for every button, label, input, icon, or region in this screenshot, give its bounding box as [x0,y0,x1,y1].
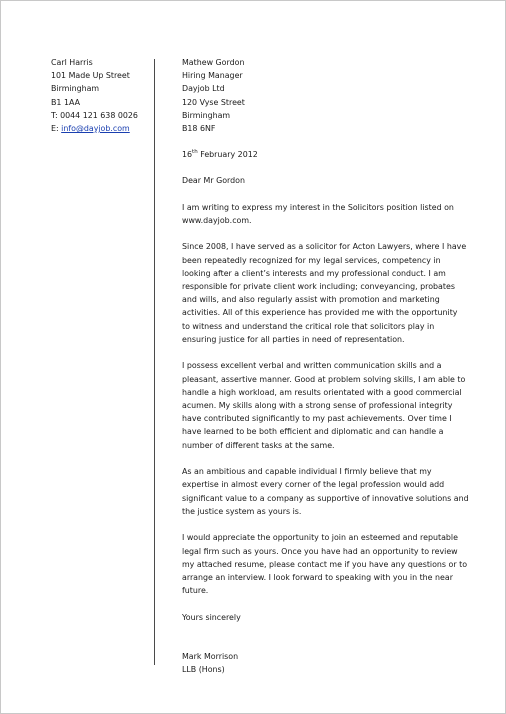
signature-block [182,650,462,676]
paragraph-line: I possess excellent verbal and written communication skills and a [182,361,442,371]
date-suffix: th [192,148,198,155]
recipient-name: Mathew Gordon [182,58,245,67]
recipient-title: Hiring Manager [182,71,243,81]
paragraph-line: handle a high workload, am results orientated with a good commercial [182,387,462,397]
sender-email-prefix: E: [51,124,62,134]
date-rest: February 2012 [197,150,258,160]
paragraph-line: Since 2008, I have served as a solicitor for Acton Lawyers, where I have [182,242,467,252]
recipient-address-block [182,56,462,135]
paragraph-line: the justice system as yours is. [182,506,302,516]
body-paragraph [182,531,468,597]
date-day: 16 [182,150,193,160]
paragraph-line: expertise in almost every corner of the legal profession would add [182,480,445,490]
sender-phone: T: 0044 121 638 0026 [51,110,138,120]
recipient-city: Birmingham [182,110,231,120]
paragraph-line: looking after a client’s interests and my professional conduct. I am [182,268,446,278]
paragraph-line: been repeatedly recognized for my legal services, competency in [182,255,441,265]
paragraph-line: have learned to be both efficient and diplomatic and can handle a [182,427,444,437]
paragraph-line: arrange an interview. I look forward to speaking with you in the near [182,573,453,583]
sender-name: Carl Harris [51,58,93,67]
paragraph-line: I would appreciate the opportunity to join an esteemed and reputable [182,533,458,543]
body-paragraph [182,201,462,227]
paragraph-line: legal firm such as yours. Once you have had an opportunity to review [182,546,458,556]
paragraph-line: pleasant, assertive manner. Good at problem solving skills, I am able to [182,374,466,384]
letter-date [182,148,462,161]
sender-street: 101 Made Up Street [51,71,130,81]
paragraph-line: my attached resume, please contact me if you have any questions or to [182,559,468,569]
paragraph-line: have contributed significantly to my past achievements. Over time I [182,414,452,424]
body-paragraph [182,465,469,518]
paragraph-line: future. [182,586,209,596]
body-paragraph [182,240,467,346]
signature-credentials: LLB (Hons) [182,665,225,675]
paragraph-line: I am writing to express my interest in the Solicitors position listed on [182,202,454,212]
recipient-postcode: B18 6NF [182,124,216,134]
paragraph-line: and wills, and also regularly assist with promotion and marketing [182,295,440,305]
sender-city: Birmingham [51,84,100,94]
sender-postcode: B1 1AA [51,97,80,107]
paragraph-line: number of different tasks at the same. [182,440,335,450]
paragraph-line: significant value to a company as supportive of innovative solutions and [182,493,469,503]
recipient-company: Dayjob Ltd [182,84,225,94]
body-paragraph [182,359,466,451]
paragraph-line: to witness and understand the critical role that solicitors play in [182,321,435,331]
paragraph-line: responsible for private client work including; conveyancing, probates [182,282,455,292]
vertical-divider [154,59,155,665]
signature-name: Mark Morrison [182,652,239,662]
paragraph-line: www.dayjob.com. [182,215,252,225]
paragraph-line: acumen. My skills along with a strong sense of professional integrity [182,401,453,411]
paragraph-line: ensuring justice for all parties in need of representation. [182,334,405,344]
sender-email-link[interactable]: info@dayjob.com [61,124,130,134]
salutation: Dear Mr Gordon [182,176,245,186]
letter-paragraphs [182,201,469,598]
sender-email-line [51,122,151,135]
letter-body [182,56,469,676]
paragraph-line: As an ambitious and capable individual I firmly believe that my [182,467,432,477]
closing: Yours sincerely [182,612,241,622]
paragraph-line: activities. All of this experience has provided me with the opportunity [182,308,458,318]
sender-address-block [51,56,151,135]
recipient-street: 120 Vyse Street [182,97,245,107]
